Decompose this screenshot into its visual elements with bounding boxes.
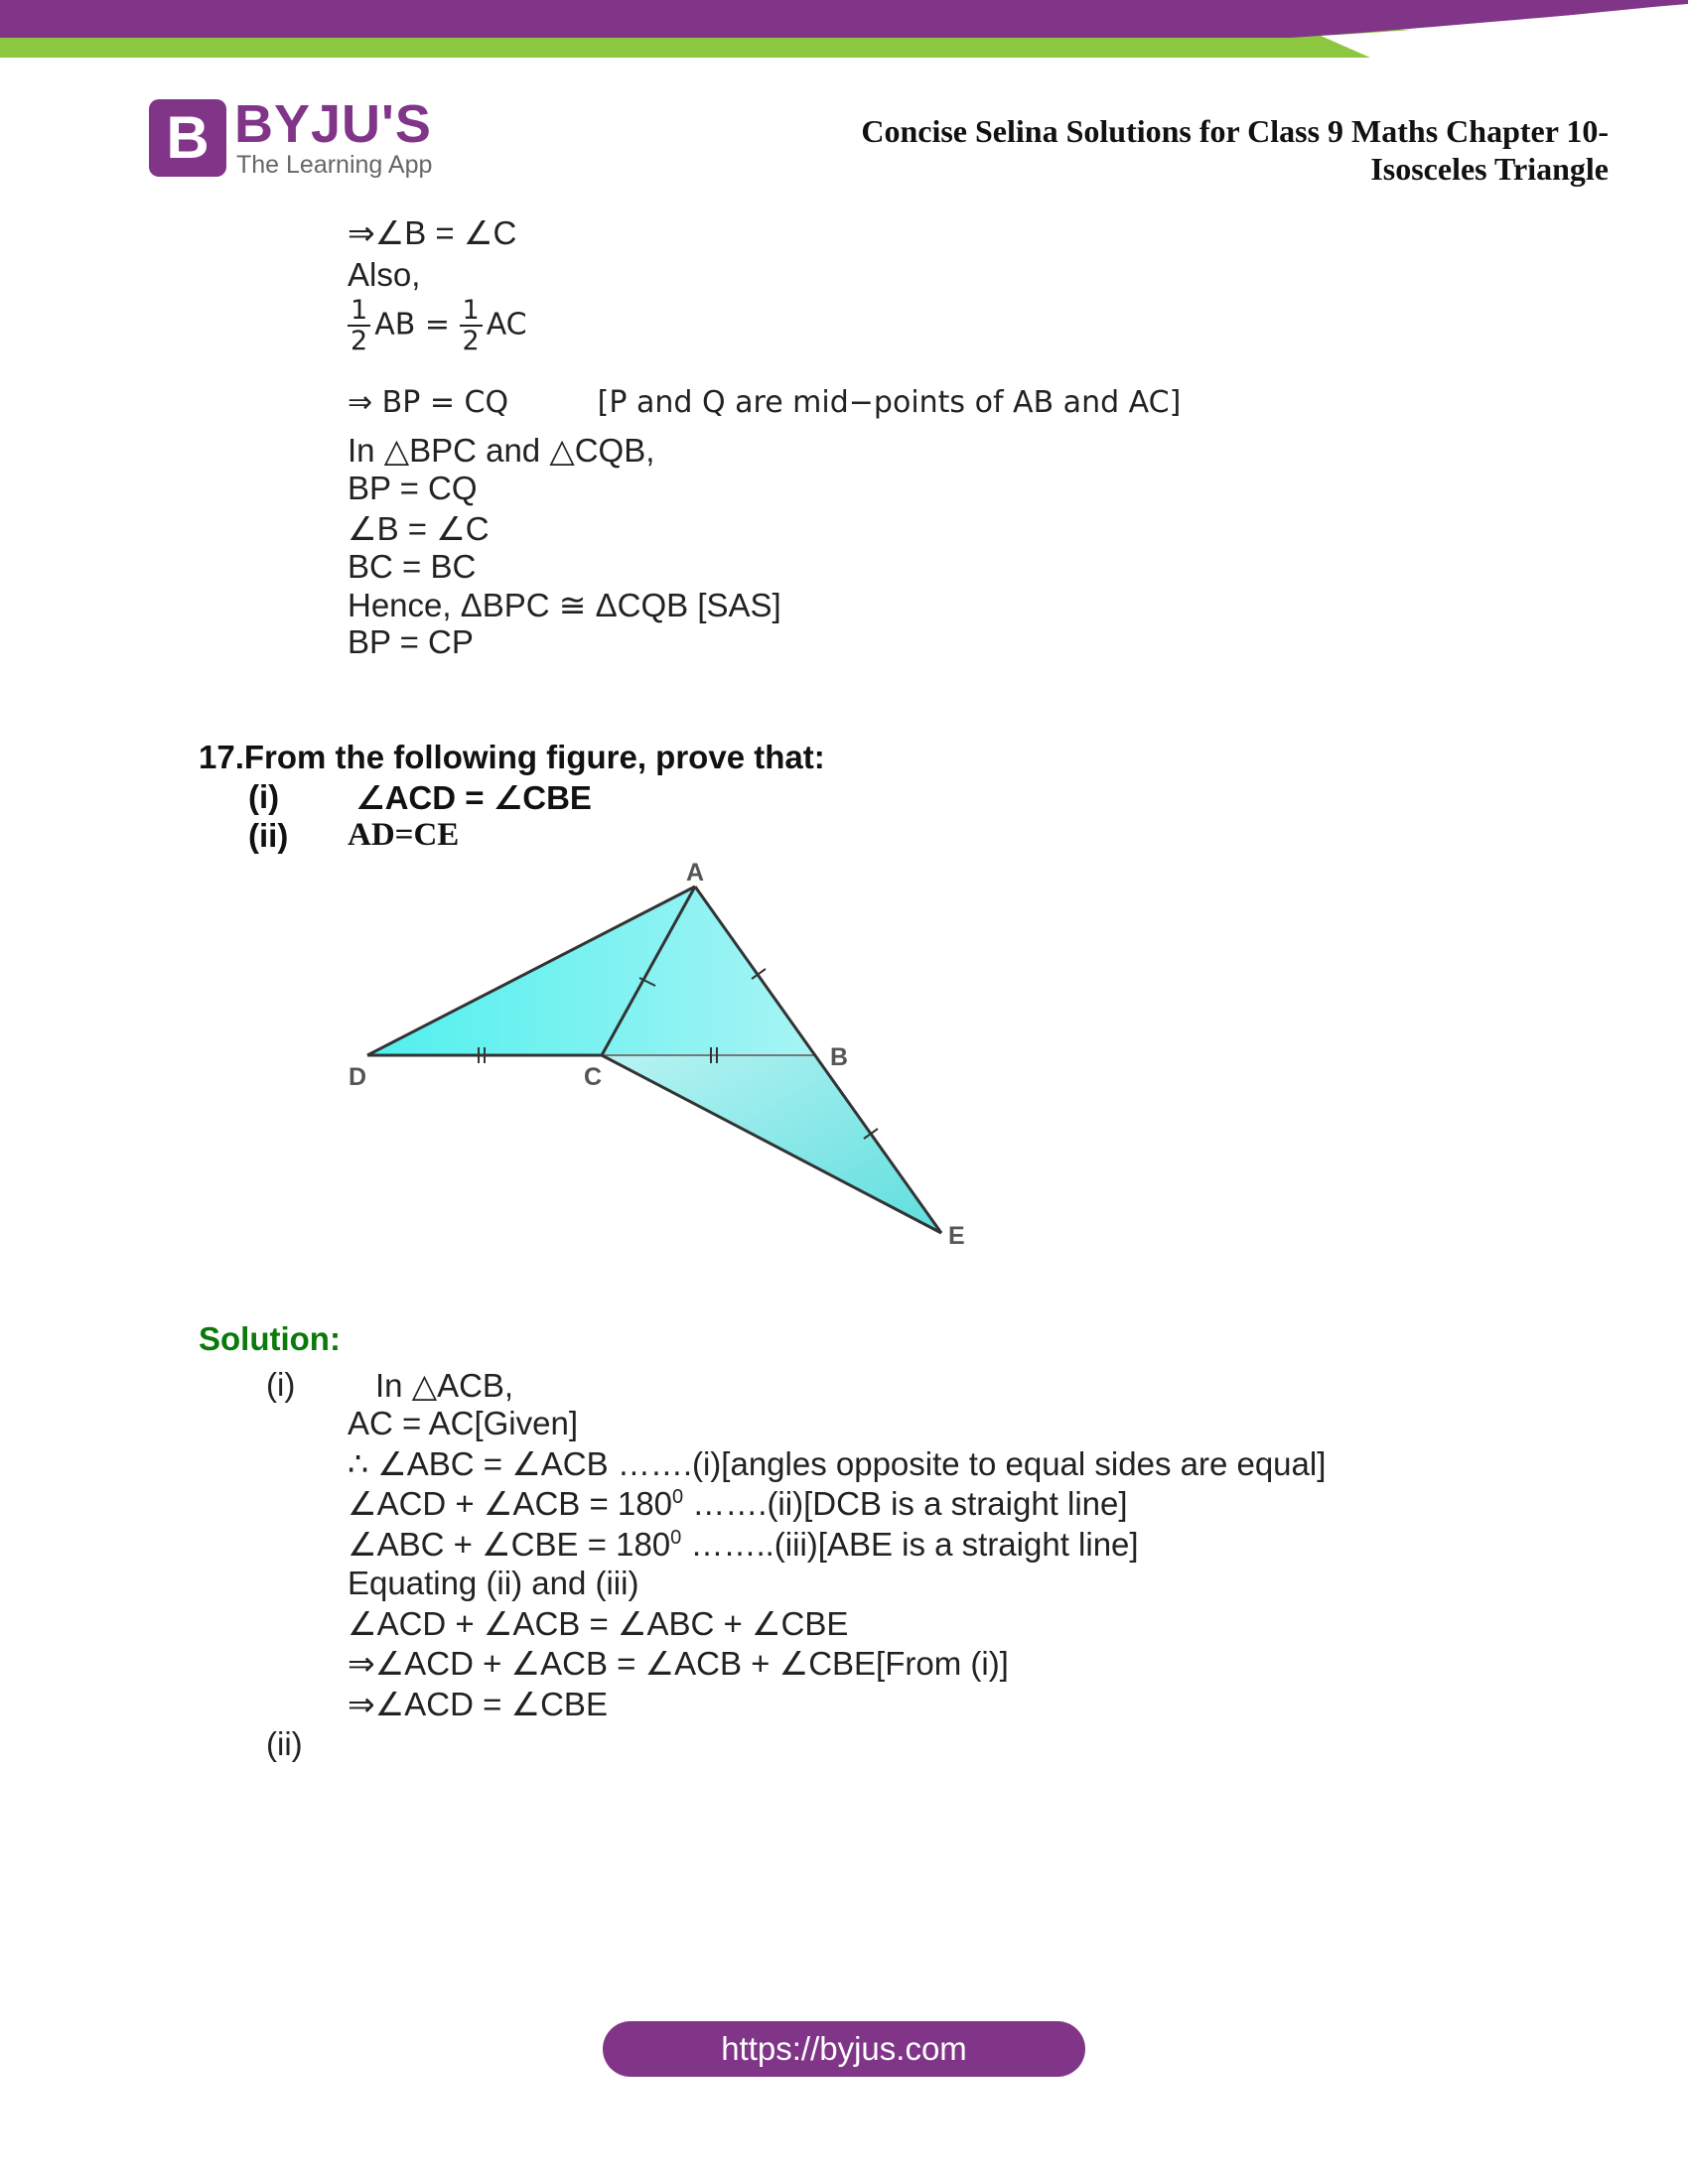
- header-line-2: Isosceles Triangle: [1370, 151, 1609, 187]
- solution-line-3: ∴ ∠ABC = ∠ACB …….(i)[angles opposite to equal sides are equal]: [348, 1445, 1327, 1482]
- prev-line-8: BC = BC: [348, 548, 477, 585]
- solution-line-6: Equating (ii) and (iii): [348, 1565, 639, 1601]
- solution-line-8: ⇒∠ACD + ∠ACB = ∠ACB + ∠CBE[From (i)]: [348, 1645, 1009, 1682]
- fraction-half: $\frac{1}{2}$: [348, 296, 370, 355]
- solution-line-4: ∠ACD + ∠ACB = $180^0$ …….(ii)[DCB is a straight line]: [348, 1485, 1128, 1522]
- triangle-figure: [338, 854, 993, 1251]
- top-banner: [0, 0, 1688, 58]
- solution-line-2: AC = AC[Given]: [348, 1405, 579, 1441]
- solution-part-2-label: (ii): [266, 1725, 303, 1762]
- solution-line-9: ⇒∠ACD = ∠CBE: [348, 1686, 608, 1722]
- question-number: 17.: [199, 739, 244, 775]
- logo-tagline: The Learning App: [236, 151, 433, 179]
- prev-line-7: ∠B = ∠C: [348, 510, 490, 547]
- header-line-1: Concise Selina Solutions for Class 9 Maths Chapter 10-: [861, 113, 1609, 149]
- fraction-half: $\frac{1}{2}$: [460, 296, 483, 355]
- prev-line-6: BP = CQ: [348, 470, 478, 506]
- question-part-2-text: AD=CE: [348, 817, 460, 853]
- prev-line-1: ⇒∠B = ∠C: [348, 214, 517, 251]
- prev-line-4: ⇒ BP = CQ [P and Q are mid−points of AB and AC]: [348, 385, 1182, 420]
- question-heading: [199, 739, 825, 776]
- solution-line-5: ∠ABC + ∠CBE = $180^0$ ……..(iii)[ABE is a straight line]: [348, 1526, 1139, 1563]
- prev-fraction-line: $\frac{1}{2}$ AB = $\frac{1}{2}$ AC: [348, 296, 527, 355]
- solution-line-7: ∠ACD + ∠ACB = ∠ABC + ∠CBE: [348, 1605, 849, 1642]
- logo-wordmark: BYJU'S: [234, 94, 432, 154]
- question-part-1-text: ∠ACD = ∠CBE: [355, 779, 592, 816]
- label-E: E: [948, 1222, 965, 1250]
- prev-line-10: BP = CP: [348, 623, 474, 660]
- label-C: C: [584, 1063, 603, 1091]
- footer-url-link[interactable]: https://byjus.com: [603, 2021, 1085, 2077]
- question-part-2-label: (ii): [248, 817, 289, 854]
- question-part-1-label: (i): [248, 778, 280, 815]
- logo-letter: B: [166, 104, 210, 171]
- label-D: D: [349, 1063, 367, 1091]
- solution-line-1: In △ACB,: [375, 1367, 514, 1404]
- page-header-title: [861, 112, 1609, 188]
- prev-line-5: In △BPC and △CQB,: [348, 432, 655, 469]
- midpoint-note: [P and Q are mid−points of AB and AC]: [597, 385, 1182, 420]
- prev-line-9: Hence, ΔBPC ≅ ΔCQB [SAS]: [348, 587, 781, 623]
- label-A: A: [686, 859, 705, 887]
- question-text: From the following figure, prove that:: [243, 739, 825, 775]
- triangle-ADB: [367, 887, 816, 1055]
- solution-part-1-label: (i): [266, 1366, 296, 1403]
- solution-heading: Solution:: [199, 1320, 341, 1357]
- prev-line-2: Also,: [348, 256, 421, 293]
- label-B: B: [830, 1043, 849, 1071]
